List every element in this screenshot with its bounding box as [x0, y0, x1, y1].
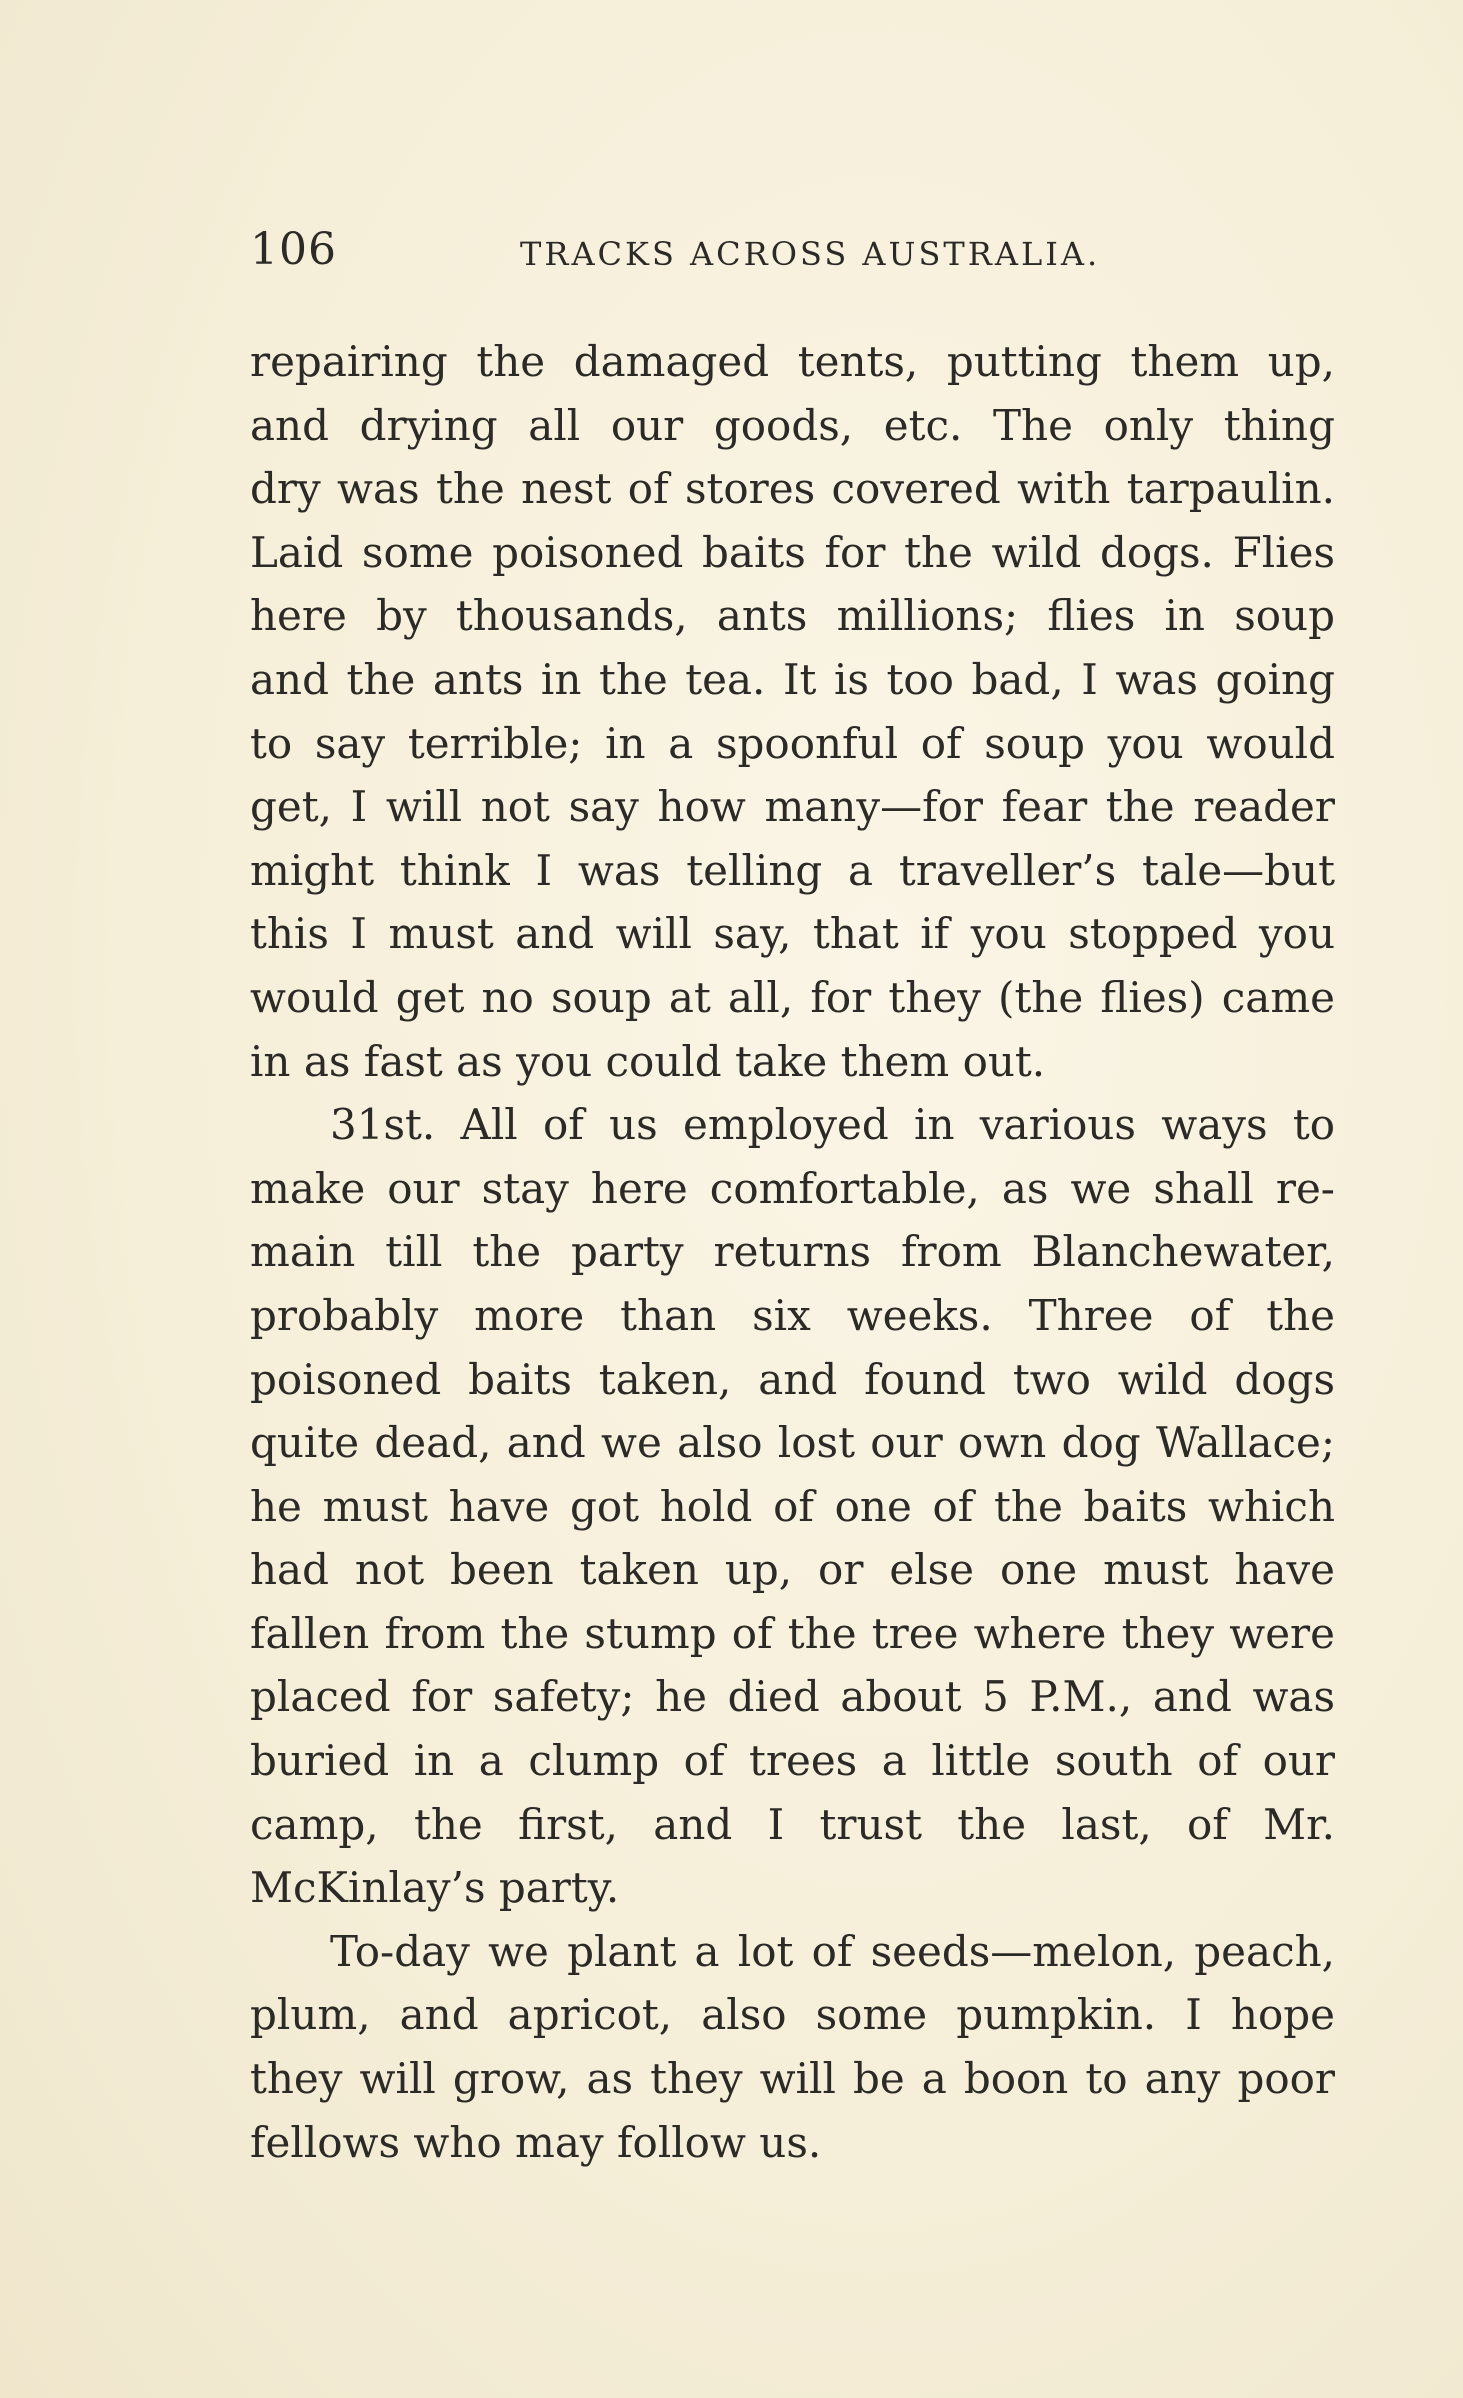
text-line: dry was the nest of stores covered with tarpaulin.: [250, 464, 1335, 514]
text-line: he must have got hold of one of the baits which: [250, 1481, 1335, 1531]
text-line: camp, the first, and I trust the last, of Mr.: [250, 1799, 1335, 1849]
text-line: here by thousands, ants millions; flies in soup: [250, 591, 1335, 641]
body-text: [250, 330, 1335, 2174]
text-line: repairing the damaged tents, putting them up,: [250, 337, 1335, 386]
page-number: 106: [250, 224, 337, 275]
running-title: TRACKS ACROSS AUSTRALIA.: [520, 235, 1101, 273]
text-line: buried in a clump of trees a little south of our: [250, 1736, 1335, 1786]
paragraph-2: [250, 1093, 1335, 1920]
paragraph-1: [250, 330, 1335, 1093]
text-line: fellows who may follow us.: [250, 2117, 822, 2167]
text-line: Laid some poisoned baits for the wild dogs. Flies: [250, 527, 1335, 577]
text-line: fallen from the stump of the tree where they were: [250, 1608, 1335, 1658]
text-line: get, I will not say how many—for fear the reader: [250, 782, 1335, 832]
text-line: plum, and apricot, also some pumpkin. I hope: [250, 1990, 1335, 2040]
text-line: this I must and will say, that if you stopped you: [250, 909, 1335, 959]
text-line: probably more than six weeks. Three of the: [250, 1290, 1335, 1340]
text-line: To-day we plant a lot of seeds—melon, peach,: [330, 1926, 1335, 1976]
text-line: would get no soup at all, for they (the flies) came: [250, 972, 1335, 1022]
text-line: poisoned baits taken, and found two wild dogs: [250, 1354, 1335, 1404]
text-line: McKinlay’s party.: [250, 1863, 620, 1913]
text-line: 31st. All of us employed in various ways to: [330, 1100, 1335, 1150]
text-line: placed for safety; he died about 5 P.M., and was: [250, 1672, 1335, 1722]
paragraph-3: [250, 1920, 1335, 2174]
text-line: might think I was telling a traveller’s tale—but: [250, 845, 1335, 895]
text-line: in as fast as you could take them out.: [250, 1036, 1046, 1086]
text-line: and drying all our goods, etc. The only thing: [250, 400, 1335, 450]
text-line: quite dead, and we also lost our own dog Wallace;: [250, 1418, 1335, 1468]
text-line: make our stay here comfortable, as we shall re-: [250, 1163, 1335, 1213]
text-line: main till the party returns from Blanchewater,: [250, 1227, 1335, 1277]
text-line: to say terrible; in a spoonful of soup you would: [250, 718, 1335, 768]
text-line: had not been taken up, or else one must have: [250, 1545, 1335, 1595]
text-line: and the ants in the tea. It is too bad, I was going: [250, 654, 1335, 704]
text-line: they will grow, as they will be a boon to any poor: [250, 2054, 1335, 2104]
running-head: [250, 218, 1335, 282]
